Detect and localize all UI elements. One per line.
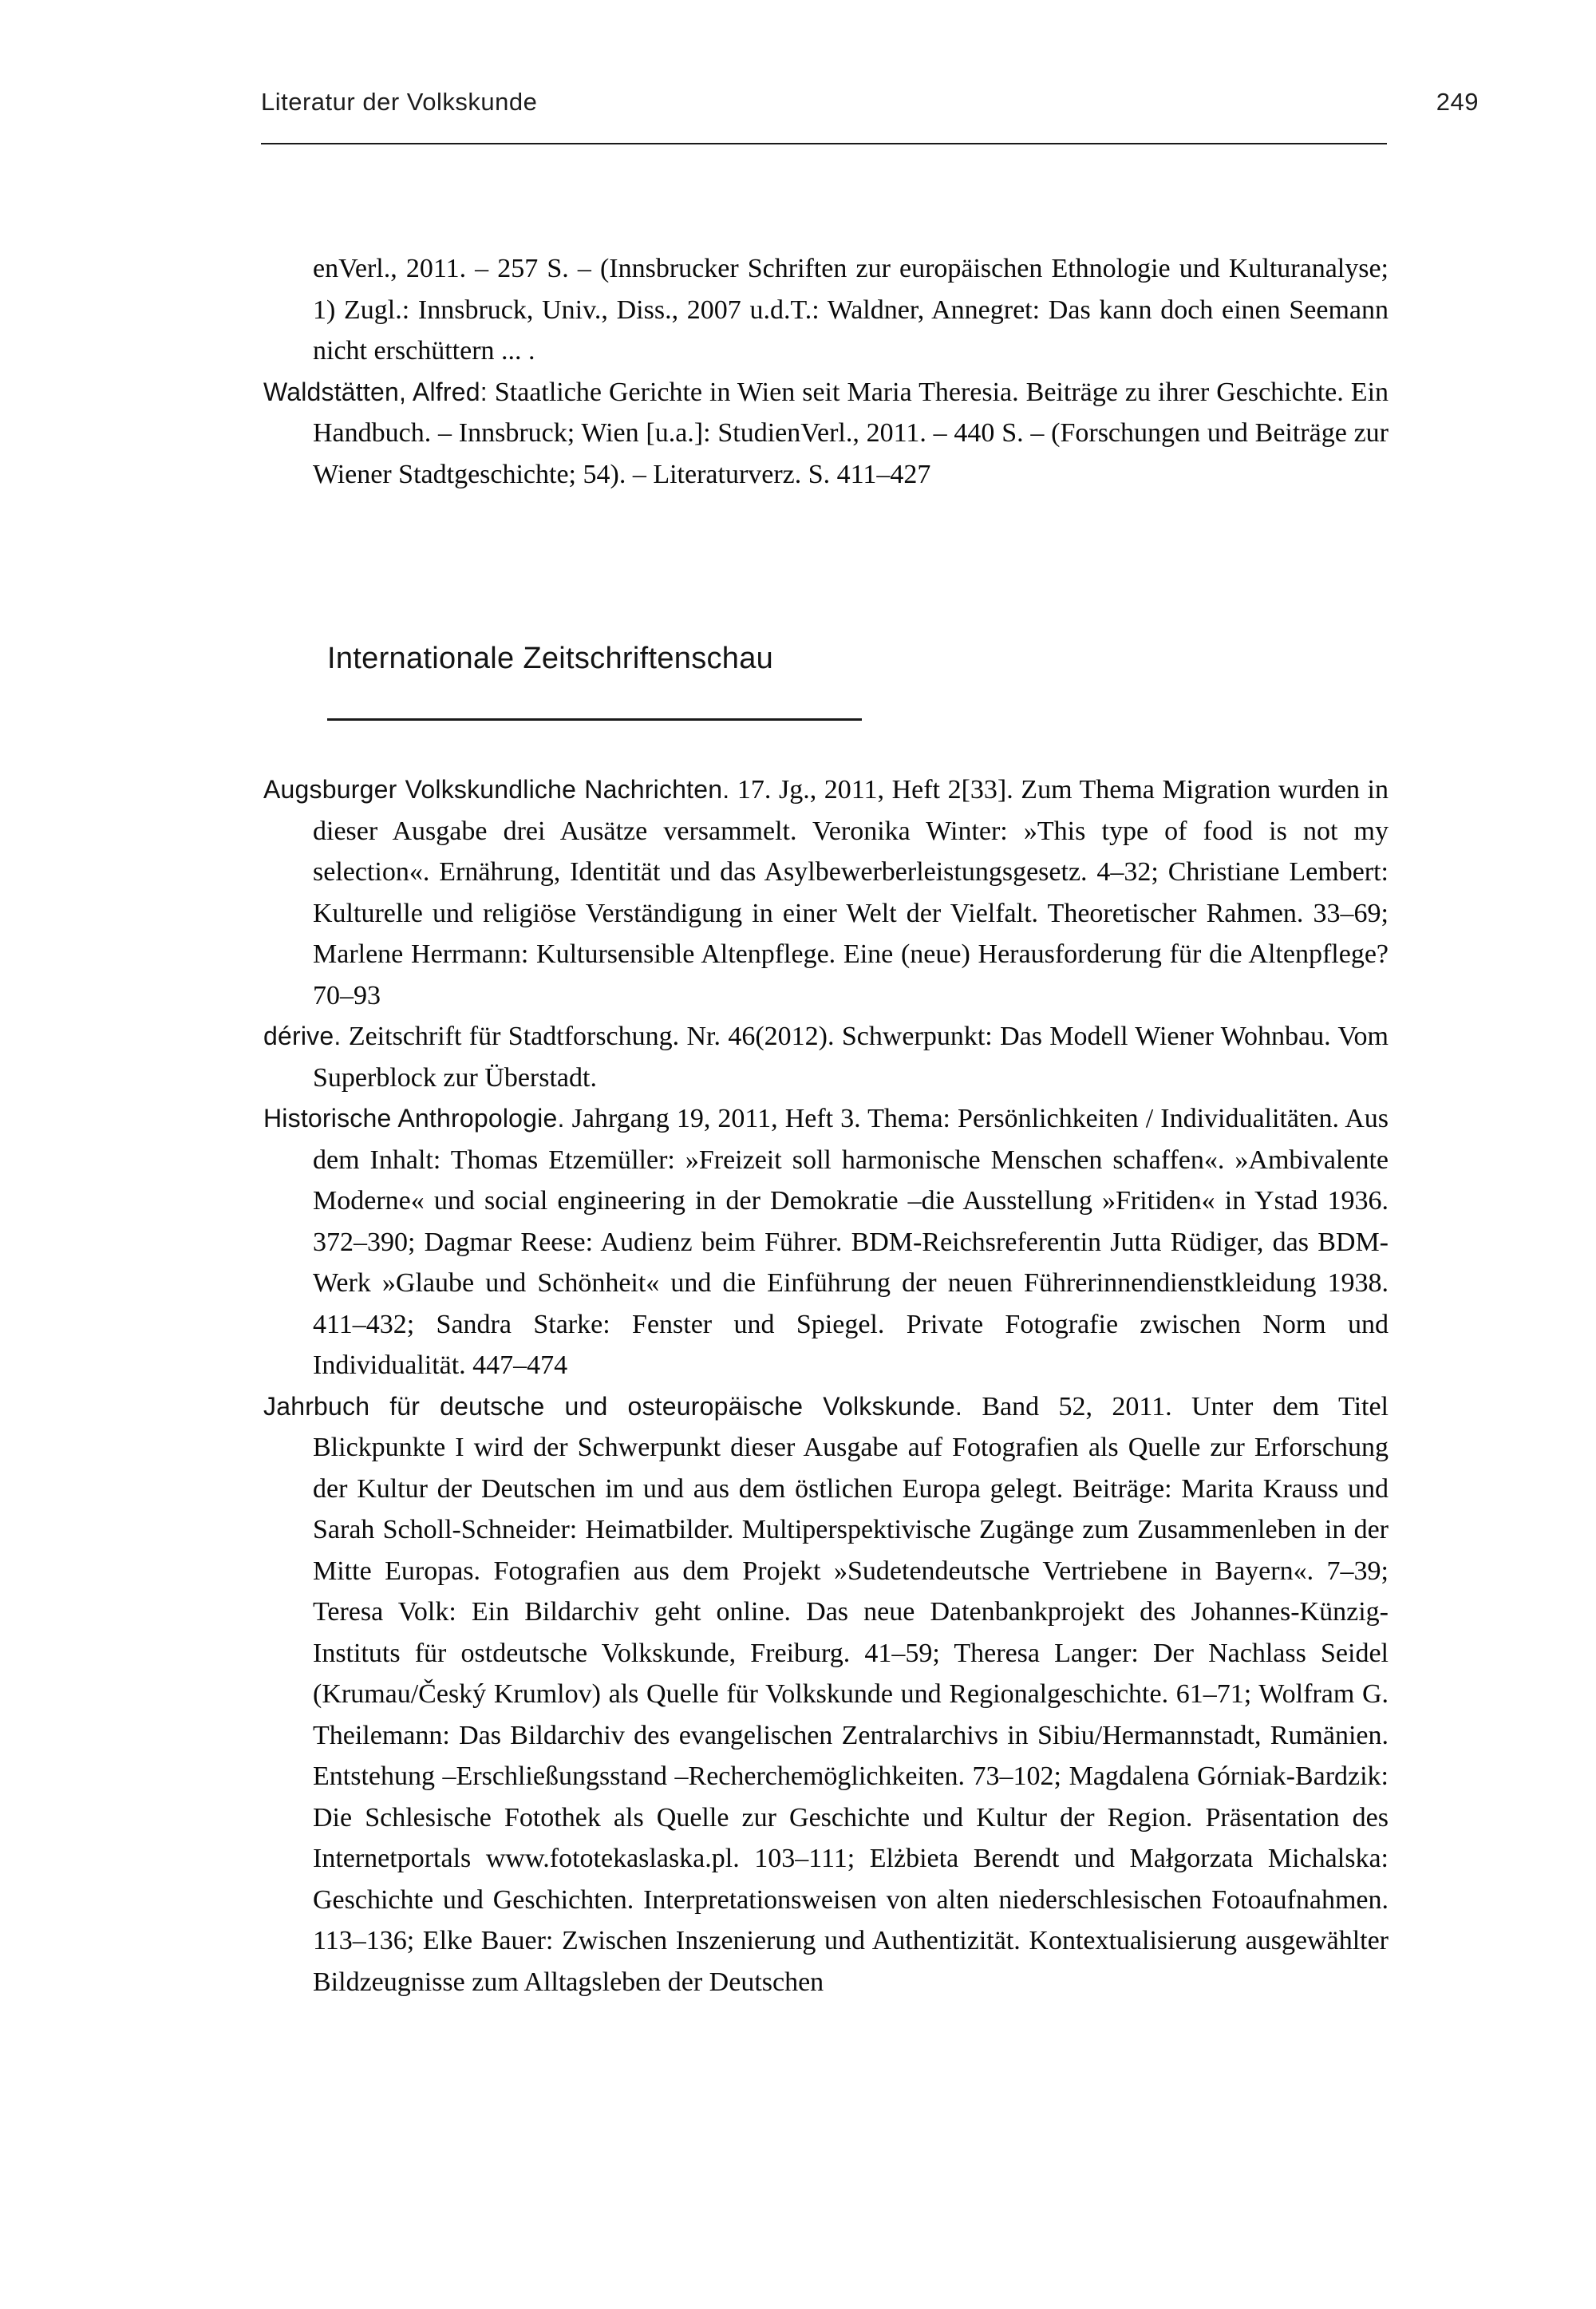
entry-text: Band 52, 2011. Unter dem Titel Blickpunkte I wird der Schwerpunkt dieser Ausgabe auf Fotografien als Quelle zur Erforschung der Kultur der Deutschen im und aus dem östlichen Europa gelegt. Beiträge: Marita Krauss und Sarah Scholl-Schneider: Heimatbilder. Multiperspektivische Zugänge zum Zusammenleben in der Mitte Europas. Fotografien aus dem Projekt »Sudetendeutsche Vertriebene in Bayern«. 7–39; Teresa Volk: Ein Bildarchiv geht online. Das neue Datenbankprojekt des Johannes-Künzig-Instituts für ostdeutsche Volkskunde, Freiburg. 41–59; Theresa Langer: Der Nachlass Seidel (Krumau/Český Krumlov) als Quelle für Volkskunde und Regionalgeschichte. 61–71; Wolfram G. Theilemann: Das Bildarchiv des evangelischen Zentralarchivs in Sibiu/Hermannstadt, Rumänien. Entstehung –Erschließungsstand –Recherchemöglichkeiten. 73–102; Magdalena Górniak-Bardzik: Die Schlesische Fotothek als Quelle zur Geschichte und Kultur der Region. Präsentation des Internetportals www.fototekaslaska.pl. 103–111; Elżbieta Berendt und Małgorzata Michalska: Geschichte und Geschichten. Interpretationsweisen von alten niederschlesischen Fotoaufnahmen. 113–136; Elke Bauer: Zwischen Inszenierung und Authentizität. Kontextualisierung ausgewählter Bildzeugnisse zum Alltagsleben der Deutschen	[313, 1391, 1389, 1997]
journal-entry	[263, 769, 1389, 1016]
entry-lead: Jahrbuch für deutsche und osteuropäische Volkskunde.	[263, 1391, 962, 1421]
section-heading-rule	[327, 718, 862, 721]
running-head-title: Literatur der Volkskunde	[261, 88, 538, 116]
entry-lead: dérive.	[263, 1022, 342, 1050]
continuation-paragraph	[263, 248, 1389, 372]
header-rule	[261, 143, 1387, 144]
entry-lead: Augsburger Volkskundliche Nachrichten.	[263, 775, 730, 804]
entry-text: 17. Jg., 2011, Heft 2[33]. Zum Thema Migration wurden in dieser Ausgabe drei Ausätze versammelt. Veronika Winter: »This type of food is not my selection«. Ernährung, Identität und das Asylbewerberleistungsgesetz. 4–32; Christiane Lembert: Kulturelle und religiöse Verständigung in einer Welt der Vielfalt. Theoretischer Rahmen. 33–69; Marlene Herrmann: Kultursensible Altenpflege. Eine (neue) Herausforderung für die Altenpflege? 70–93	[313, 775, 1389, 1010]
journal-entries-block	[263, 769, 1389, 2003]
entry-text: Zeitschrift für Stadtforschung. Nr. 46(2012). Schwerpunkt: Das Modell Wiener Wohnbau. Vom Superblock zur Überstadt.	[313, 1022, 1389, 1093]
bibliography-entry	[263, 372, 1389, 496]
section-heading: Internationale Zeitschriftenschau	[327, 642, 774, 675]
running-head	[261, 88, 1479, 117]
entry-text: Staatliche Gerichte in Wien seit Maria Theresia. Beiträge zu ihrer Geschichte. Ein Handbuch. – Innsbruck; Wien [u.a.]: StudienVerl., 2011. – 440 S. – (Forschungen und Beiträge zur Wiener Stadtgeschichte; 54). – Literaturverz. S. 411–427	[313, 377, 1389, 489]
entry-text: Jahrgang 19, 2011, Heft 3. Thema: Persönlichkeiten / Individualitäten. Aus dem Inhalt: Thomas Etzemüller: »Freizeit soll harmonische Menschen schaffen«. »Ambivalente Moderne« und social engineering in der Demokratie –die Ausstellung »Fritiden« in Ystad 1936. 372–390; Dagmar Reese: Audienz beim Führer. BDM-Reichsreferentin Jutta Rüdiger, das BDM-Werk »Glaube und Schönheit« und die Einführung der neuen Führerinnendienstkleidung 1938. 411–432; Sandra Starke: Fenster und Spiegel. Private Fotografie zwischen Norm und Individualität. 447–474	[313, 1104, 1389, 1380]
page-number: 249	[1436, 88, 1479, 116]
journal-entry	[263, 1386, 1389, 2003]
entry-lead: Waldstätten, Alfred:	[263, 377, 488, 406]
journal-entry	[263, 1016, 1389, 1098]
entry-lead: Historische Anthropologie.	[263, 1104, 565, 1133]
journal-entry	[263, 1098, 1389, 1386]
entry-text: enVerl., 2011. – 257 S. – (Innsbrucker Schriften zur europäischen Ethnologie und Kulturanalyse; 1) Zugl.: Innsbruck, Univ., Diss., 2007 u.d.T.: Waldner, Annegret: Das kann doch einen Seemann nicht erschüttern ... .	[313, 254, 1389, 366]
bibliography-top-block	[263, 248, 1389, 495]
